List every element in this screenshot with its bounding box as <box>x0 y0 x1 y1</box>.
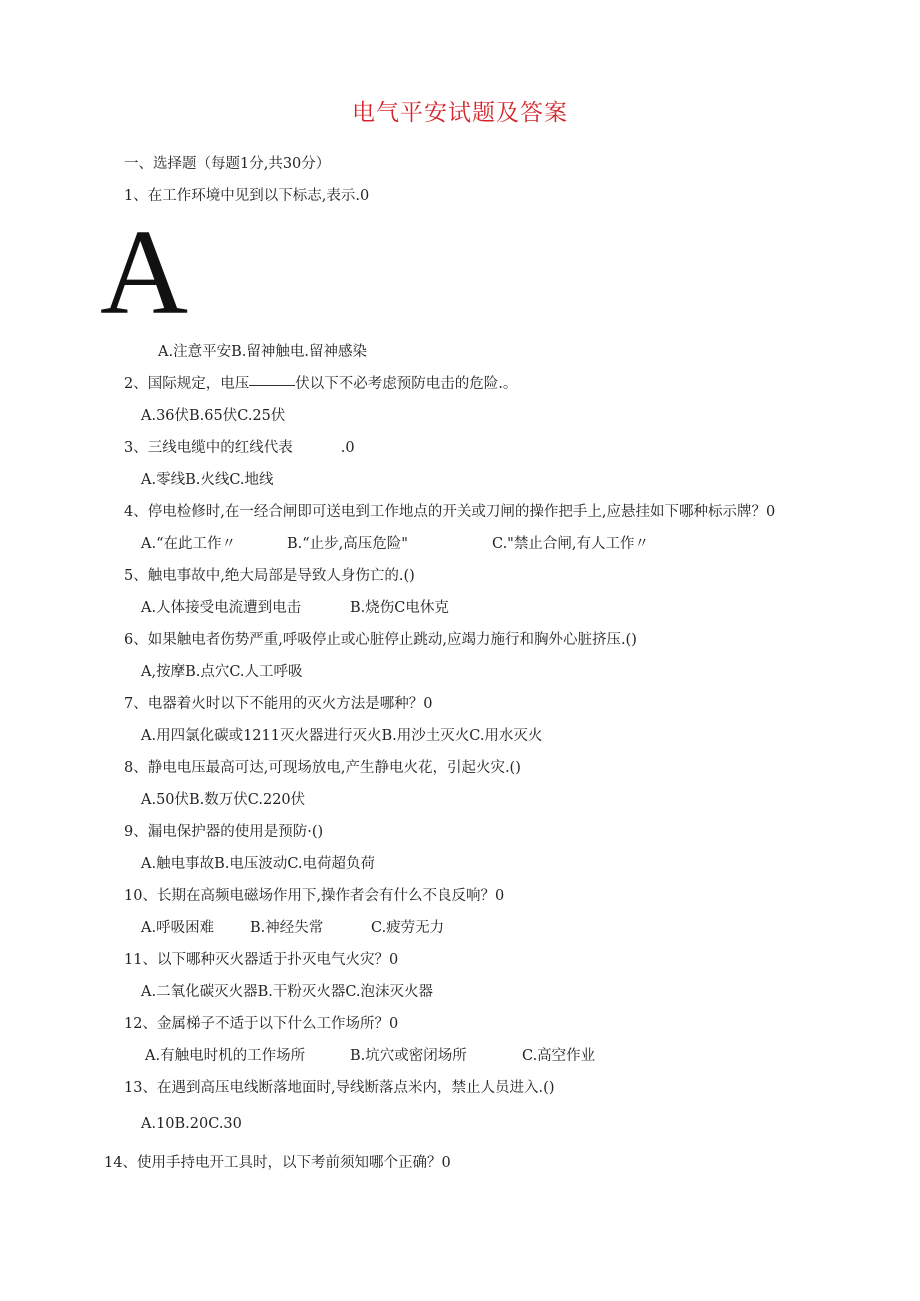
question-13-options: A.10B.20C.30 <box>141 1116 242 1132</box>
question-2-text-a: 2、国际规定，电压 <box>124 376 250 392</box>
section-heading: 一、选择题（每题1分,共30分） <box>124 156 331 172</box>
question-13: 13、在遇到高压电线断落地面时,导线断落点米内，禁止人员进入.() <box>124 1080 555 1096</box>
question-2 <box>124 377 517 392</box>
question-7: 7、电器着火时以下不能用的灭火方法是哪种？0 <box>124 696 433 712</box>
question-9-options: A.触电事故B.电压波动C.电荷超负荷 <box>141 856 376 872</box>
question-14: 14、使用手持电开工具时，以下考前须知哪个正确？0 <box>104 1155 451 1171</box>
question-3 <box>124 441 355 456</box>
question-12-option-c: C.高空作业 <box>522 1048 596 1064</box>
question-3-options: A.零线B.火线C.地线 <box>141 472 274 488</box>
document-title: 电气平安试题及答案 <box>352 100 568 126</box>
question-11: 11、以下哪种灭火器适于扑灭电气火灾？0 <box>124 952 399 968</box>
question-6: 6、如果触电者伤势严重,呼吸停止或心脏停止跳动,应竭力施行和胸外心脏挤压.() <box>124 632 637 648</box>
question-10: 10、长期在高频电磁场作用下,操作者会有什么不良反响？0 <box>124 888 505 904</box>
question-4-option-a: A.“在此工作〃 <box>141 536 236 552</box>
question-4: 4、停电检修时,在一经合闸即可送电到工作地点的开关或刀闸的操作把手上,应悬挂如下哪种标示牌？0 <box>124 504 776 520</box>
question-8-options: A.50伏B.数万伏C.220伏 <box>141 792 306 808</box>
question-2-options: A.36伏B.65伏C.25伏 <box>141 408 286 424</box>
question-10-option-c: C.疲劳无力 <box>371 920 445 936</box>
question-5-option-a: A.人体接受电流遭到电击 <box>141 600 302 616</box>
answer-blank <box>249 384 295 386</box>
question-4-option-b: B.“止步,高压危险" <box>287 536 408 552</box>
question-5: 5、触电事故中,绝大局部是导致人身伤亡的.() <box>124 568 415 584</box>
question-1-options: A.注意平安B.留神触电.留神感染 <box>158 344 367 360</box>
question-11-options: A.二氧化碳灭火器B.干粉灭火器C.泡沫灭火器 <box>141 984 434 1000</box>
question-7-options: A.用四氯化碳或1211灭火器进行灭火B.用沙土灭火C.用水灭火 <box>141 728 543 744</box>
question-4-option-c: C."禁止合闸,有人工作〃 <box>492 536 649 552</box>
sign-image-a: A <box>100 205 189 340</box>
question-6-options: A,按摩B.点穴C.人工呼吸 <box>141 664 303 680</box>
question-3-text-b: .0 <box>340 440 355 456</box>
question-12-option-a: A.有触电时机的工作场所 <box>145 1048 306 1064</box>
question-9: 9、漏电保护器的使用是预防·() <box>124 824 324 840</box>
question-12-option-b: B.坑穴或密闭场所 <box>350 1048 467 1064</box>
question-2-text-b: 伏以下不必考虑预防电击的危险.。 <box>295 376 518 392</box>
question-5-option-b: B.烧伤C电休克 <box>350 600 449 616</box>
question-10-option-b: B.神经失常 <box>250 920 324 936</box>
question-10-option-a: A.呼吸困难 <box>141 920 215 936</box>
question-12: 12、金属梯子不适于以下什么工作场所？0 <box>124 1016 399 1032</box>
question-8: 8、静电电压最高可达,可现场放电,产生静电火花，引起火灾.() <box>124 760 521 776</box>
question-3-text-a: 3、三线电缆中的红线代表 <box>124 440 293 456</box>
question-1: 1、在工作环境中见到以下标志,表示.0 <box>124 188 370 204</box>
